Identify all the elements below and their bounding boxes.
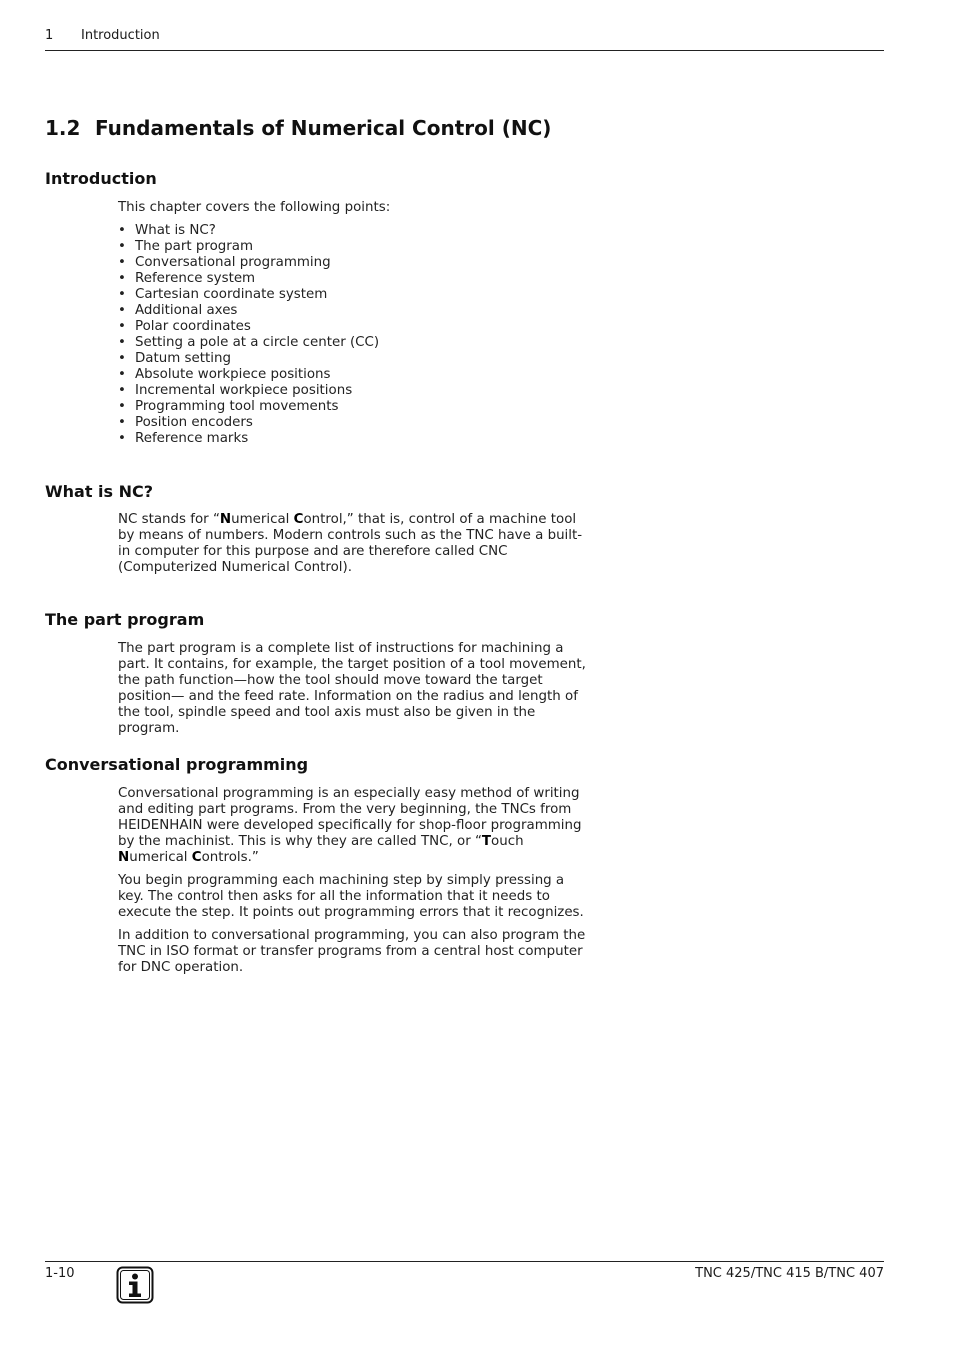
list-item: • Additional axes xyxy=(118,303,593,319)
list-item: • Setting a pole at a circle center (CC) xyxy=(118,335,593,351)
list-item: • What is NC? xyxy=(118,223,593,239)
list-item: • Reference marks xyxy=(118,431,593,447)
list-item: • Programming tool movements xyxy=(118,399,593,415)
footer-model: TNC 425/TNC 415 B/TNC 407 xyxy=(695,1266,884,1281)
section-number: 1.2 xyxy=(45,116,81,140)
list-item: • Cartesian coordinate system xyxy=(118,287,593,303)
what-is-nc-body xyxy=(118,512,593,583)
section-title xyxy=(45,116,551,140)
conversational-body xyxy=(118,786,593,983)
heading-part-program: The part program xyxy=(45,610,205,629)
section-title-text: Fundamentals of Numerical Control (NC) xyxy=(95,116,552,140)
list-item: • Datum setting xyxy=(118,351,593,367)
header-chapter-title: Introduction xyxy=(81,28,160,43)
conversational-paragraph-3: In addition to conversational programming, you can also program the TNC in ISO format or transfer programs from a central host computer for DNC operation. xyxy=(118,928,586,975)
list-item: • Polar coordinates xyxy=(118,319,593,335)
list-item: • Reference system xyxy=(118,271,593,287)
list-item: • Absolute workpiece positions xyxy=(118,367,593,383)
conversational-paragraph-1: Conversational programming is an especially easy method of writing and editing part programs. From the very beginning, the TNCs from HEIDENHAIN were developed specifically for shop-floor programming by the machinist. This is why they are called TNC, or “Touch Numerical Controls.” xyxy=(118,786,582,865)
info-icon xyxy=(116,1266,154,1304)
header-divider xyxy=(45,50,884,51)
heading-introduction: Introduction xyxy=(45,169,157,188)
points-list xyxy=(118,223,593,447)
part-program-body xyxy=(118,641,593,744)
introduction-body xyxy=(118,200,593,447)
list-item: • Position encoders xyxy=(118,415,593,431)
conversational-paragraph-2: You begin programming each machining step by simply pressing a key. The control then asks for all the information that it needs to execute the step. It points out programming errors that it recognizes. xyxy=(118,873,584,920)
footer-divider xyxy=(45,1261,884,1262)
part-program-paragraph: The part program is a complete list of instructions for machining a part. It contains, for example, the target position of a tool movement, the path function—how the tool should move toward the target position— and the feed rate. Information on the radius and length of the tool, spindle speed and tool axis must also be given in the program. xyxy=(118,641,586,736)
footer-page-number: 1-10 xyxy=(45,1266,75,1281)
list-item: • Incremental workpiece positions xyxy=(118,383,593,399)
heading-conversational-programming: Conversational programming xyxy=(45,755,309,774)
what-is-nc-paragraph: NC stands for “Numerical Control,” that is, control of a machine tool by means of numbers. Modern controls such as the TNC have a built-in computer for this purpose and are therefore called CNC (Computerized Numerical Control). xyxy=(118,512,583,575)
header-chapter-number: 1 xyxy=(45,28,54,43)
introduction-lead: This chapter covers the following points: xyxy=(118,200,391,215)
list-item: • The part program xyxy=(118,239,593,255)
heading-what-is-nc: What is NC? xyxy=(45,482,154,501)
list-item: • Conversational programming xyxy=(118,255,593,271)
